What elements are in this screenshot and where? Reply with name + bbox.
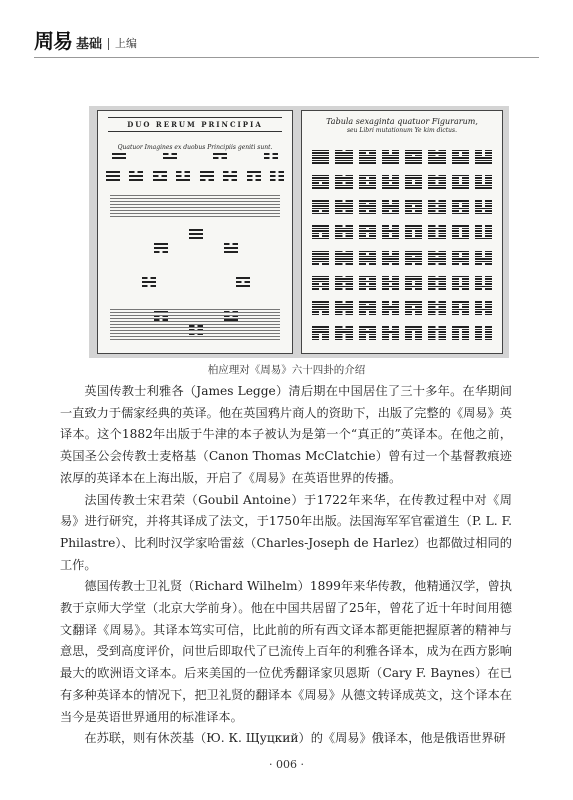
hexagram-glyph [359, 221, 376, 244]
hexagram-glyph [382, 322, 399, 345]
body-text [60, 381, 512, 750]
book-logo: 周易 [34, 29, 72, 53]
hexagram-glyph [452, 297, 469, 320]
hexagram-glyph [335, 322, 352, 345]
hexagram-glyph [428, 322, 445, 345]
hexagram-glyph [405, 145, 422, 168]
hexagram-glyph [359, 322, 376, 345]
hexagram-glyph [359, 170, 376, 193]
bigram-row [112, 153, 278, 159]
hexagram-glyph [405, 246, 422, 269]
hexagram-glyph [428, 297, 445, 320]
hexagram-glyph [475, 271, 492, 294]
figure-caption: 柏应理对《周易》六十四卦的介绍 [207, 364, 366, 376]
hexagram-glyph [452, 170, 469, 193]
hexagram-glyph [382, 196, 399, 219]
figure-image [89, 106, 509, 358]
left-plate-subtitle: Quatuor Imagines ex duobus Principiis geniti sunt. [117, 144, 273, 151]
header-divider [108, 38, 109, 50]
page-number: · 006 · [269, 758, 304, 771]
hexagram-glyph [335, 221, 352, 244]
hexagram-glyph [452, 246, 469, 269]
hexagram-glyph [452, 271, 469, 294]
hexagram-glyph [335, 271, 352, 294]
hexagram-glyph [428, 170, 445, 193]
left-plate-title: DUO RERUM PRINCIPIA [108, 117, 282, 132]
header-rule [34, 57, 539, 58]
hexagram-glyph [428, 221, 445, 244]
hexagram-glyph [452, 221, 469, 244]
hexagram-glyph [359, 196, 376, 219]
hexagram-glyph [312, 145, 329, 168]
hexagram-glyph [405, 196, 422, 219]
running-header [34, 28, 137, 54]
hexagram-glyph [312, 196, 329, 219]
hexagram-table [312, 145, 492, 345]
hexagram-glyph [335, 246, 352, 269]
hexagram-glyph [382, 246, 399, 269]
hexagram-glyph [475, 246, 492, 269]
hexagram-glyph [312, 170, 329, 193]
hexagram-glyph [475, 145, 492, 168]
hexagram-glyph [359, 246, 376, 269]
hexagram-glyph [312, 271, 329, 294]
hexagram-glyph [335, 170, 352, 193]
right-plate-title: Tabula sexaginta quatuor Figurarum, [326, 117, 478, 126]
hexagram-glyph [452, 196, 469, 219]
paragraph-shchutsky: 在苏联，则有休茨基（Ю. К. Щуцкий）的《周易》俄译本，他是俄语世界研 [84, 731, 506, 746]
hexagram-glyph [405, 297, 422, 320]
hexagram-glyph [312, 297, 329, 320]
hexagram-glyph [382, 221, 399, 244]
left-plate-text-upper [110, 193, 280, 219]
hexagram-glyph [428, 246, 445, 269]
hexagram-glyph [359, 297, 376, 320]
hexagram-glyph [382, 170, 399, 193]
hexagram-glyph [405, 170, 422, 193]
hexagram-glyph [405, 221, 422, 244]
paragraph-wilhelm: 德国传教士卫礼贤（Richard Wilhelm）1899年来华传教，他精通汉学，曾执教于京师大学堂（北京大学前身）。他在中国共居留了25年，曾花了近十年时间用德文翻译《周易》。其译本笃实可信，比此前的所有西文译本都更能把握原著的精神与意思，受到高度评价，问世后即取代了已流传上百年的利雅各译本，成为在西方影响最大的欧洲语文译本。后来美国的一位优秀翻译家贝恩斯（Cary F. Baynes）在已有多种英译本的情况下，把卫礼贤的翻译本《周易》从德文转译成英文，这个译本在当今是英语世界通用的标准译本。 [60, 579, 512, 724]
hexagram-glyph [475, 322, 492, 345]
hexagram-glyph [428, 145, 445, 168]
hexagram-glyph [382, 145, 399, 168]
hexagram-glyph [312, 322, 329, 345]
hexagram-glyph [475, 221, 492, 244]
hexagram-glyph [382, 297, 399, 320]
hexagram-glyph [475, 196, 492, 219]
book-title: 基础 [76, 37, 103, 52]
hexagram-glyph [405, 271, 422, 294]
hexagram-glyph [382, 271, 399, 294]
hexagram-glyph [335, 196, 352, 219]
hexagram-glyph [475, 297, 492, 320]
hexagram-glyph [428, 196, 445, 219]
hexagram-glyph [312, 246, 329, 269]
right-plate [301, 110, 503, 354]
hexagram-glyph [335, 145, 352, 168]
left-plate-text-lower [110, 307, 280, 342]
hexagram-glyph [359, 145, 376, 168]
paragraph-goubil: 法国传教士宋君荣（Goubil Antoine）于1722年来华，在传教过程中对《周易》进行研究，并将其译成了法文，于1750年出版。法国海军军官霍道生（P. L. F. Philastre）、比利时汉学家哈雷兹（Charles-Joseph de Harlez）也都做过相同的工作。 [60, 492, 512, 572]
hexagram-glyph [335, 297, 352, 320]
hexagram-glyph [452, 322, 469, 345]
hexagram-glyph [359, 271, 376, 294]
hexagram-glyph [452, 145, 469, 168]
part-label: 上编 [115, 37, 138, 50]
hexagram-glyph [405, 322, 422, 345]
right-plate-subtitle: seu Libri mutationum Ye kim dictus. [346, 127, 458, 134]
hexagram-glyph [475, 170, 492, 193]
left-plate [97, 110, 293, 354]
paragraph-legge: 英国传教士利雅各（James Legge）清后期在中国居住了三十多年。在华期间一直致力于儒家经典的英译。他在英国鸦片商人的资助下，出版了完整的《周易》英译本。这个1882年出版于牛津的本子被认为是第一个“真正的”英译本。在他之前，英国圣公会传教士麦格基（Canon Thomas McClatchie）曾有过一个基督教痕迹浓厚的英译本在上海出版，开启了《周易》在英语世界的传播。 [60, 384, 512, 485]
hexagram-glyph [428, 271, 445, 294]
trigram-row [106, 171, 284, 181]
hexagram-glyph [312, 221, 329, 244]
